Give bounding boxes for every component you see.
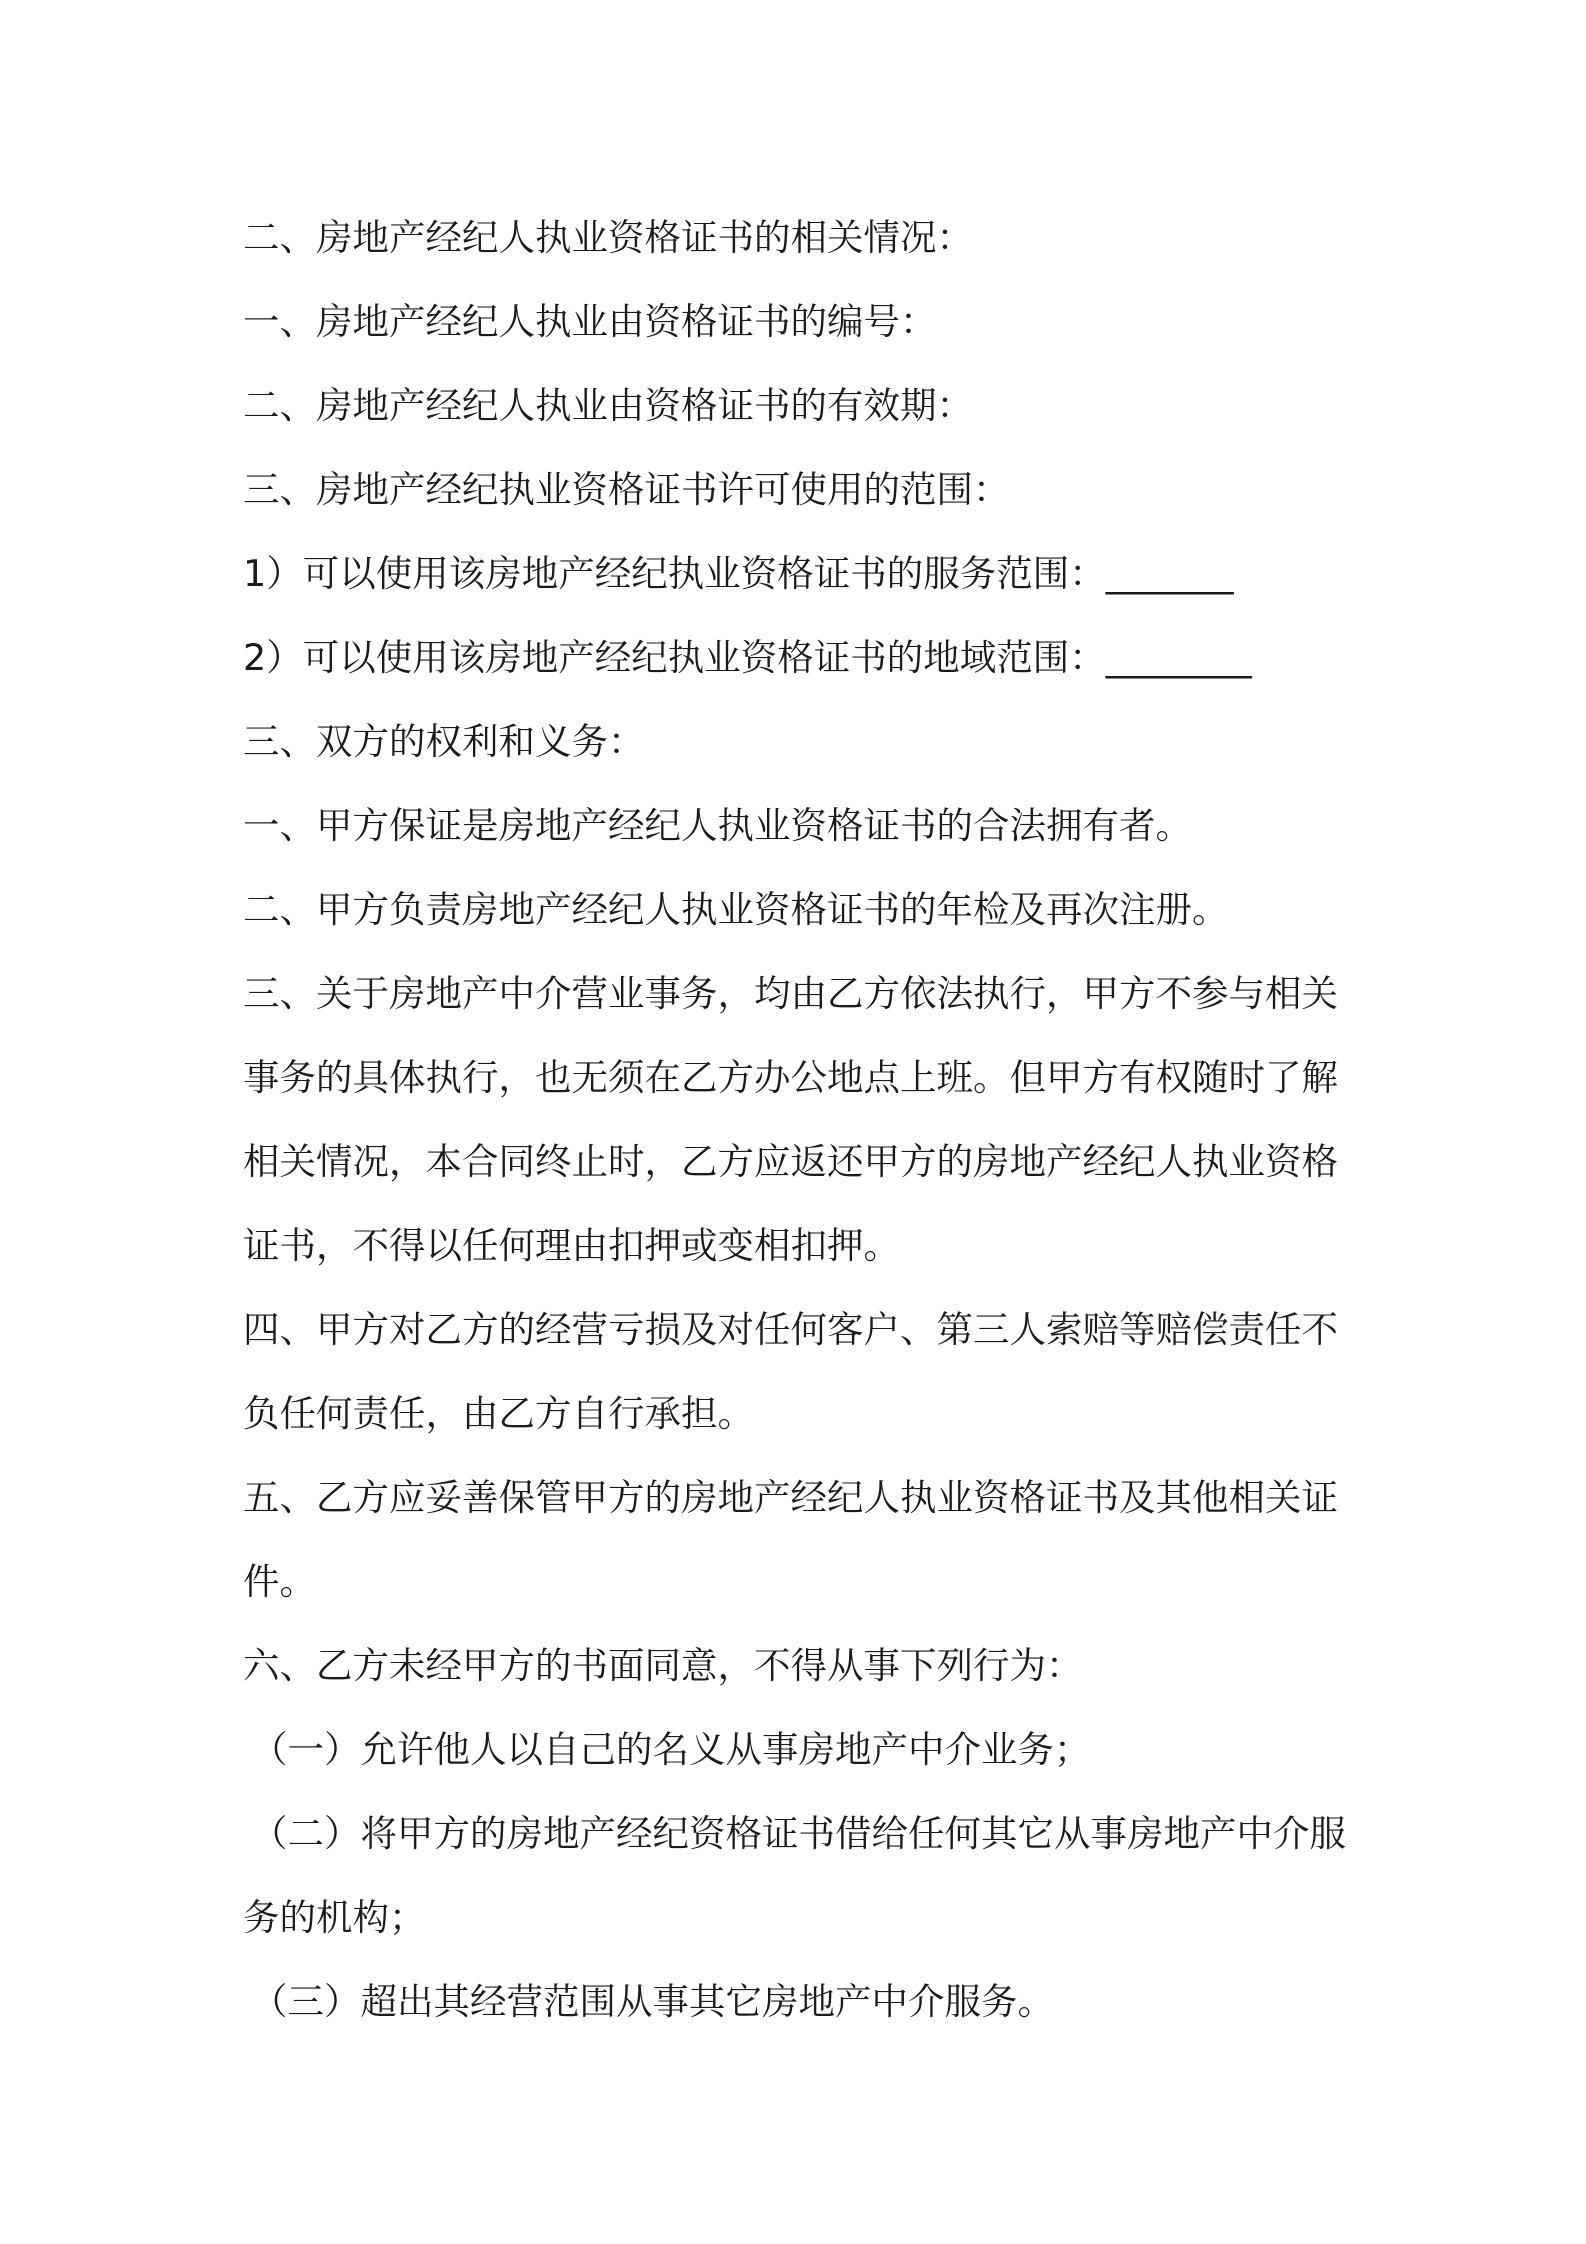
text-line: 二、甲方负责房地产经纪人执业资格证书的年检及再次注册。 (243, 888, 1229, 931)
text-line: 六、乙方未经甲方的书面同意，不得从事下列行为： (243, 1644, 1083, 1687)
text-line: 四、甲方对乙方的经营亏损及对任何客户、第三人索赔等赔偿责任不 (243, 1308, 1338, 1351)
text-line: （二）将甲方的房地产经纪资格证书借给任何其它从事房地产中介服 (251, 1812, 1346, 1855)
document-body (243, 196, 1363, 2044)
text-line: 三、房地产经纪执业资格证书许可使用的范围： (243, 468, 1010, 511)
text-line: 件。 (243, 1560, 316, 1603)
text-line: （三）超出其经营范围从事其它房地产中介服务。 (251, 1980, 1054, 2023)
text-line: 一、甲方保证是房地产经纪人执业资格证书的合法拥有者。 (243, 804, 1192, 847)
text-line: 1）可以使用该房地产经纪执业资格证书的服务范围：_______ (243, 552, 1234, 595)
text-line: 2）可以使用该房地产经纪执业资格证书的地域范围：________ (243, 636, 1252, 679)
text-line: 二、房地产经纪人执业由资格证书的有效期： (243, 384, 973, 427)
text-line: 三、双方的权利和义务： (243, 720, 645, 763)
text-line: 一、房地产经纪人执业由资格证书的编号： (243, 300, 937, 343)
text-line: 证书，不得以任何理由扣押或变相扣押。 (243, 1224, 900, 1267)
text-line: 负任何责任，由乙方自行承担。 (243, 1392, 754, 1435)
text-line: 务的机构； (243, 1896, 426, 1939)
text-line: 五、乙方应妥善保管甲方的房地产经纪人执业资格证书及其他相关证 (243, 1476, 1338, 1519)
text-line: 相关情况，本合同终止时，乙方应返还甲方的房地产经纪人执业资格 (243, 1140, 1338, 1183)
text-line: 事务的具体执行，也无须在乙方办公地点上班。但甲方有权随时了解 (243, 1056, 1338, 1099)
text-line: 二、房地产经纪人执业资格证书的相关情况： (243, 216, 973, 259)
text-line: 三、关于房地产中介营业事务，均由乙方依法执行，甲方不参与相关 (243, 972, 1338, 1015)
text-line: （一）允许他人以自己的名义从事房地产中介业务； (251, 1728, 1091, 1771)
